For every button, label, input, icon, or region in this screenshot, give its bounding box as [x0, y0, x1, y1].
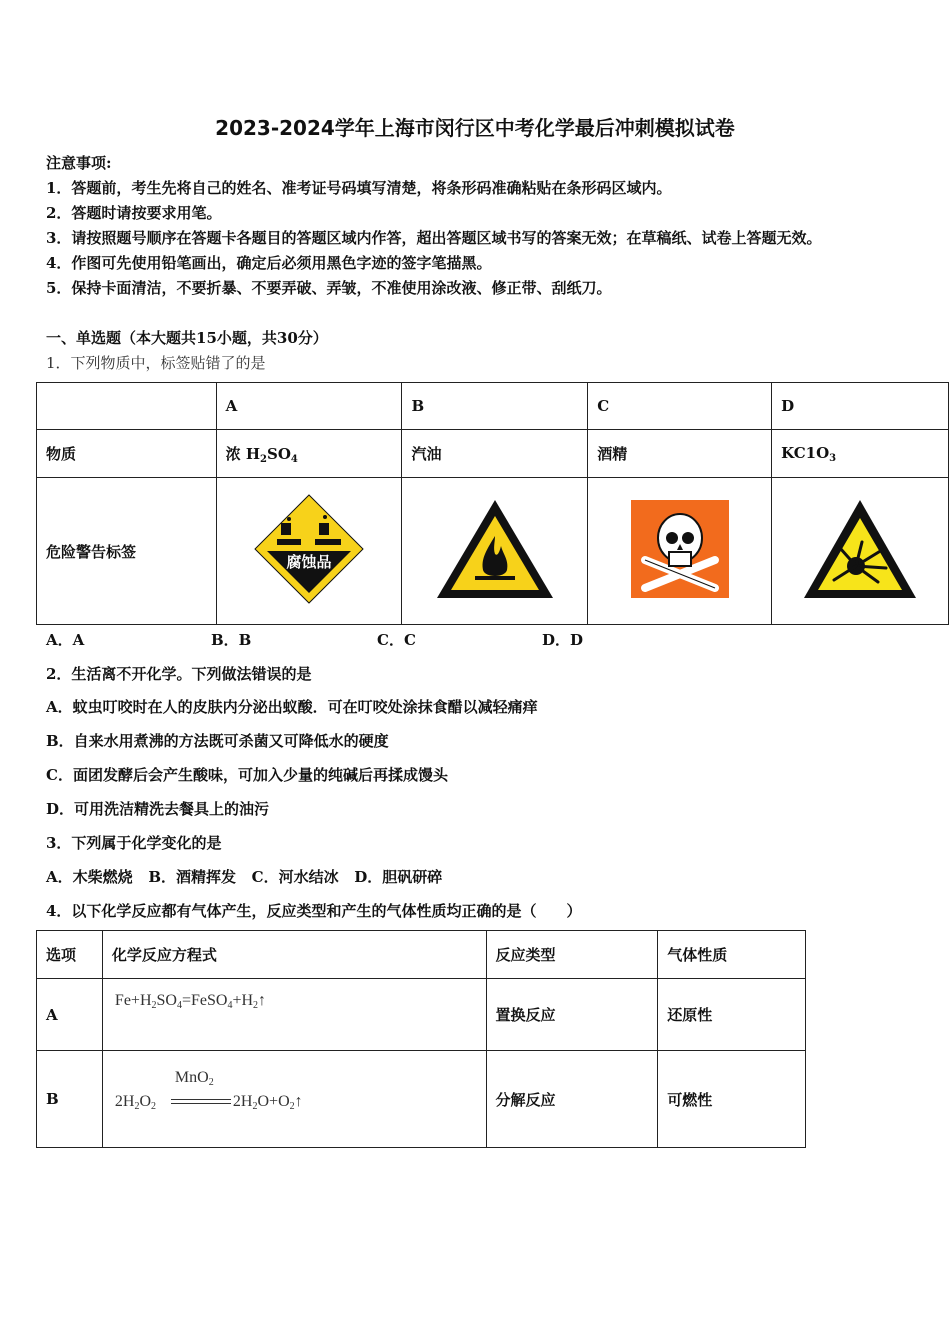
substance-c: 酒精: [588, 430, 772, 478]
reaction-type-b: 分解反应: [486, 1051, 658, 1148]
gas-property-a: 还原性: [658, 979, 806, 1051]
notice-item: 5．保持卡面清洁，不要折暴、不要弄破、弄皱，不准使用涂改液、修正带、刮纸刀。: [46, 279, 612, 297]
question-2-stem: 2．生活离不开化学。下列做法错误的是: [46, 665, 312, 683]
option-d: D．D: [542, 631, 584, 649]
page-title: 2023-2024学年上海市闵行区中考化学最后冲刺模拟试卷: [215, 116, 735, 140]
catalyst: MnO$_2$: [174, 1069, 214, 1088]
question-3-option: B．酒精挥发: [148, 868, 236, 886]
column-header-b: B: [402, 383, 588, 430]
explosive-sign-icon: [800, 496, 920, 602]
corrosive-label-text: 腐蚀品: [286, 553, 332, 571]
question-4-stem: 4．以下化学反应都有气体产生，反应类型和产生的气体性质均正确的是（ ）: [46, 902, 582, 920]
question-3-option: A．木柴燃烧: [46, 868, 133, 886]
label-cell-a: [216, 478, 402, 625]
label-cell-b: [402, 478, 588, 625]
reaction-type-a: 置换反应: [486, 979, 658, 1051]
row-option-b: B: [37, 1051, 103, 1148]
question-2-option: C．面团发酵后会产生酸味，可加入少量的纯碱后再揉成馒头: [46, 766, 448, 784]
section-heading: 一、单选题（本大题共15小题，共30分）: [46, 329, 328, 347]
column-header-a: A: [216, 383, 402, 430]
option-c: C．C: [377, 631, 416, 649]
question-4-table: [36, 930, 806, 1148]
label-cell-c: [588, 478, 772, 625]
row-label-substance: 物质: [37, 430, 217, 478]
question-2-option: A．蚊虫叮咬时在人的皮肤内分泌出蚁酸．可在叮咬处涂抹食醋以减轻痛痒: [46, 698, 538, 716]
corrosive-sign-icon: [253, 493, 365, 605]
question-2-option: D．可用洗洁精洗去餐具上的油污: [46, 800, 270, 818]
toxic-skull-sign-icon: [631, 500, 729, 598]
notice-item: 4．作图可先使用铅笔画出，确定后必须用黑色字迹的签字笔描黑。: [46, 254, 492, 272]
substance-d: $KC1O_3$: [772, 430, 949, 478]
row-option-a: A: [37, 979, 103, 1051]
column-header-c: C: [588, 383, 772, 430]
question-3-option: D．胆矾研碎: [354, 868, 443, 886]
question-3-stem: 3．下列属于化学变化的是: [46, 834, 222, 852]
label-cell-d: [772, 478, 949, 625]
flammable-sign-icon: [433, 496, 557, 602]
gas-property-b: 可燃性: [658, 1051, 806, 1148]
question-1-table: [36, 382, 949, 625]
option-b: B．B: [211, 631, 252, 649]
question-3-option: C．河水结冰: [251, 868, 339, 886]
equals-bar: [171, 1099, 231, 1104]
equation-a: $Fe+H_2SO_4=FeSO_4+H_2↑$: [102, 979, 486, 1051]
notice-item: 1．答题前，考生先将自己的姓名、准考证号码填写清楚，将条形码准确粘贴在条形码区域内。: [46, 179, 672, 197]
notice-heading: 注意事项:: [46, 154, 112, 172]
column-header-type: 反应类型: [486, 931, 658, 979]
notice-item: 3．请按照题号顺序在答题卡各题目的答题区域内作答，超出答题区域书写的答案无效；在草稿纸、试卷上答题无效。: [46, 229, 822, 247]
question-1-stem: 1．下列物质中，标签贴错了的是: [46, 354, 266, 372]
substance-b: 汽油: [402, 430, 588, 478]
substance-a: 浓 $H_2SO_4$: [216, 430, 402, 478]
equation-b: $2H_2O_2$ MnO$_2$ $2H_2O+O_2↑$: [102, 1051, 486, 1148]
column-header-equation: 化学反应方程式: [102, 931, 486, 979]
notice-item: 2．答题时请按要求用笔。: [46, 204, 222, 222]
column-header-option: 选项: [37, 931, 103, 979]
row-label-warning: 危险警告标签: [37, 478, 217, 625]
option-a: A．A: [46, 631, 85, 649]
question-2-option: B．自来水用煮沸的方法既可杀菌又可降低水的硬度: [46, 732, 389, 750]
column-header-d: D: [772, 383, 949, 430]
table-corner-cell: [37, 383, 217, 430]
column-header-property: 气体性质: [658, 931, 806, 979]
question-3-options: [46, 866, 442, 887]
